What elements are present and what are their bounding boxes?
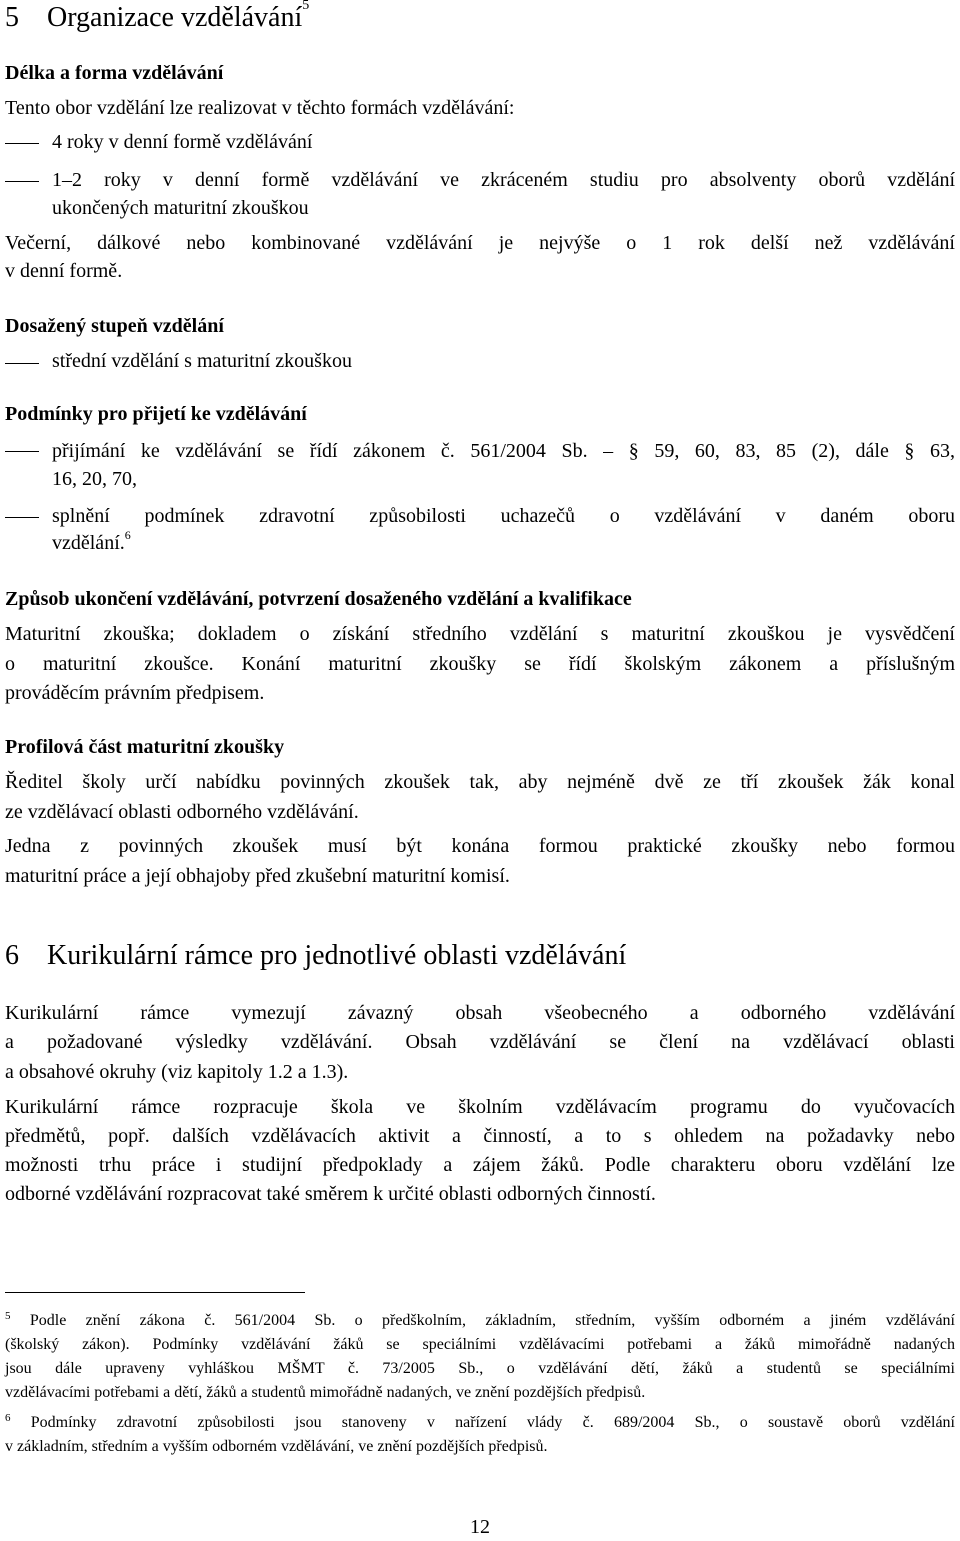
chapter-title: Kurikulární rámce pro jednotlivé oblasti vzdělávání [47, 940, 627, 971]
list-item-line: 16, 20, 70, [52, 468, 137, 490]
page-number: 12 [470, 1516, 490, 1538]
paragraph-line: možnosti trhu práce i studijní předpoklady a zájem žáků. Podle charakteru oboru vzdělání lze [5, 1154, 955, 1176]
paragraph-line: maturitní práce a její obhajoby před zkušební maturitní komisí. [5, 865, 510, 887]
paragraph-line: o maturitní zkoušce. Konání maturitní zkoušky se řídí školským zákonem a příslušným [5, 653, 955, 675]
list-item-line [52, 528, 131, 555]
paragraph-line: Kurikulární rámce vymezují závazný obsah všeobecného a odborného vzdělávání [5, 1002, 955, 1024]
list-item-text: vzdělání. [52, 532, 125, 554]
footnote-text: Podle znění zákona č. 561/2004 Sb. o předškolním, základním, středním, vyšším odborném a jiném vzdělávání [29, 1312, 956, 1329]
footnote-5-line: (školský zákon). Podmínky vzdělávání žáků se speciálními vzdělávacími potřebami a žáků mimořádně nadaných [5, 1336, 955, 1353]
delka-intro: Tento obor vzdělání lze realizovat v těchto formách vzdělávání: [5, 97, 515, 119]
paragraph-line: Jedna z povinných zkoušek musí být konána formou praktické zkoušky nebo formou [5, 835, 955, 857]
list-item-line: 1–2 roky v denní formě vzdělávání ve zkráceném studiu pro absolventy oborů vzdělání [52, 169, 955, 191]
footnote-6-line: v základním, středním a vyšším odborném vzdělávání, ve znění pozdějších předpisů. [5, 1438, 548, 1455]
list-dash [5, 451, 39, 452]
list-item: střední vzdělání s maturitní zkouškou [52, 350, 352, 372]
paragraph-line: prováděcím právním předpisem. [5, 682, 265, 704]
paragraph-line: v denní formě. [5, 260, 123, 282]
footnote-ref-5: 5 [302, 0, 310, 13]
footnote-mark: 6 [5, 1412, 11, 1424]
paragraph-line: Kurikulární rámce rozpracuje škola ve školním vzdělávacím programu do vyučovacích [5, 1096, 955, 1118]
footnote-5-line: vzdělávacími potřebami a dětí, žáků a studentů mimořádně nadaných, ve znění pozdějších předpisů. [5, 1384, 646, 1401]
heading-ukonceni: Způsob ukončení vzdělávání, potvrzení dosaženého vzdělání a kvalifikace [5, 588, 632, 610]
chapter-title: Organizace vzdělávání [47, 2, 303, 33]
list-item-line: splnění podmínek zdravotní způsobilosti uchazečů o vzdělávání v daném oboru [52, 505, 955, 527]
paragraph-line: Večerní, dálkové nebo kombinované vzdělávání je nejvýše o 1 rok delší než vzdělávání [5, 232, 955, 254]
list-dash [5, 143, 39, 144]
list-item: 4 roky v denní formě vzdělávání [52, 131, 313, 153]
footnote-separator [5, 1292, 305, 1293]
chapter-number: 5 [5, 2, 19, 33]
chapter-6-heading [5, 940, 626, 972]
chapter-number: 6 [5, 940, 19, 971]
paragraph-line: ze vzdělávací oblasti odborného vzdělávání. [5, 801, 359, 823]
footnote-text: Podmínky zdravotní způsobilosti jsou stanoveny v nařízení vlády č. 689/2004 Sb., o soustavě oborů vzdělání [30, 1414, 956, 1431]
heading-prijeti: Podmínky pro přijetí ke vzdělávání [5, 403, 307, 425]
list-dash [5, 517, 39, 518]
heading-profilova: Profilová část maturitní zkoušky [5, 736, 285, 758]
list-item-line: přijímání ke vzdělávání se řídí zákonem č. 561/2004 Sb. – § 59, 60, 83, 85 (2), dále § 63, [52, 440, 955, 462]
paragraph-line: Maturitní zkouška; dokladem o získání středního vzdělání s maturitní zkouškou je vysvědčení [5, 623, 955, 645]
paragraph-line: a obsahové okruhy (viz kapitoly 1.2 a 1.3). [5, 1061, 349, 1083]
list-dash [5, 181, 39, 182]
list-dash [5, 363, 39, 364]
footnote-5-line [5, 1312, 955, 1330]
paragraph-line: odborné vzdělávání rozpracovat také směrem k určité oblasti odborných činností. [5, 1183, 656, 1205]
paragraph-line: a požadované výsledky vzdělávání. Obsah vzdělávání se člení na vzdělávací oblasti [5, 1031, 955, 1053]
paragraph-line: Ředitel školy určí nabídku povinných zkoušek tak, aby nejméně dvě ze tří zkoušek žák konal [5, 771, 955, 793]
footnote-ref-6: 6 [124, 528, 131, 542]
paragraph-line: předmětů, popř. dalších vzdělávacích aktivit a činností, a to s ohledem na požadavky nebo [5, 1125, 955, 1147]
footnote-5-line: jsou dále upraveny vyhláškou MŠMT č. 73/2005 Sb., o vzdělávání dětí, žáků a studentů se speciálními [5, 1360, 955, 1377]
heading-delka: Délka a forma vzdělávání [5, 62, 224, 84]
list-item-line: ukončených maturitní zkouškou [52, 197, 309, 219]
chapter-5-heading [5, 2, 309, 34]
footnote-mark: 5 [5, 1310, 11, 1322]
footnote-6-line [5, 1414, 955, 1432]
heading-stupen: Dosažený stupeň vzdělání [5, 315, 224, 337]
